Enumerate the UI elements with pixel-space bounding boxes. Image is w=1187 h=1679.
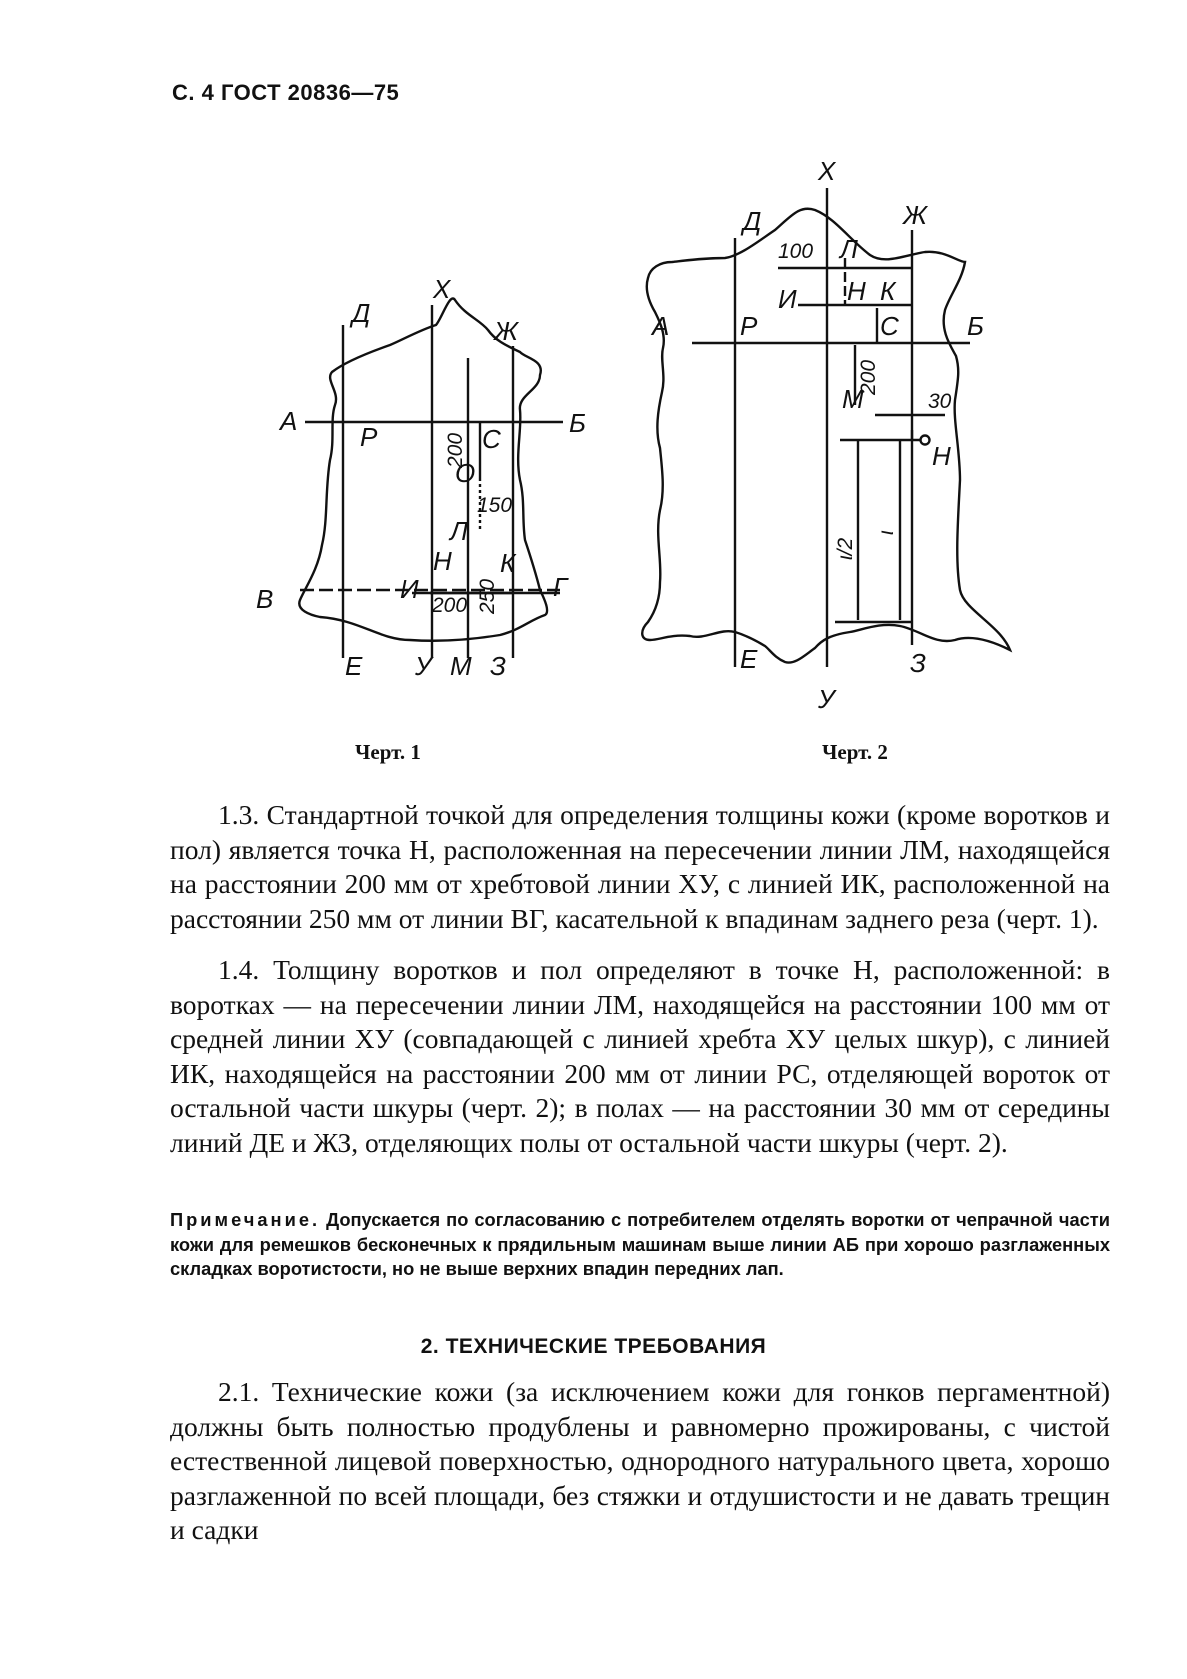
fig2-label-p: Р	[740, 311, 758, 341]
fig1-label-g: Г	[553, 572, 568, 602]
fig2-label-d: Д	[743, 206, 762, 236]
fig1-dim-200-horiz: 200	[432, 594, 468, 617]
fig2-dim-200: 200	[857, 359, 880, 395]
fig2-label-x: Х	[818, 156, 836, 186]
fig1-label-zh: Ж	[494, 316, 518, 346]
fig2-label-n: Н	[847, 276, 866, 306]
paragraph-1-4: 1.4. Толщину воротков и пол определяют в точке Н, расположенной: в воротках — на пересечении линии ЛМ, находящейся на расстоянии 100 мм от средней линии ХУ (совпадающей с линией хребта ХУ целых шкур), с линией ИК, находящейся на расстоянии 200 мм от линии РС, отделяющей вороток от остальной части шкуры (черт. 2); в полах — на расстоянии 30 мм от середины линий ДЕ и ЖЗ, отделяющих полы от остальной части шкуры (черт. 2).	[170, 954, 1110, 1158]
fig1-label-n: Н	[433, 546, 452, 576]
fig1-label-a: А	[280, 406, 298, 436]
fig1-label-v: В	[256, 584, 274, 614]
fig2-label-m: М	[842, 384, 864, 414]
note-text: Допускается по согласованию с потребителем отделять воротки от чепрачной части кожи для ремешков бесконечных к прядильным машинам выше линии АБ при хорошо разглаженных складках воротистости, но не выше верхних впадин передних лап.	[170, 1209, 1110, 1279]
fig1-dim-200-vert: 200	[444, 432, 467, 468]
section-heading: 2. ТЕХНИЧЕСКИЕ ТРЕБОВАНИЯ	[420, 1335, 767, 1358]
fig2-label-n2: Н	[932, 441, 951, 471]
fig1-label-p: Р	[360, 422, 378, 452]
fig2-dim-l: ι	[875, 530, 898, 535]
fig2-dim-half-l: ι/2	[834, 537, 857, 560]
fig1-dim-250: 250	[476, 578, 499, 614]
fig2-label-b: Б	[967, 311, 984, 341]
fig1-label-b: Б	[569, 408, 586, 438]
fig2-dim-100: 100	[778, 240, 814, 263]
fig2-label-i: И	[778, 284, 797, 314]
note	[170, 1208, 1110, 1282]
fig2-label-l: Л	[840, 234, 858, 264]
fig1-label-e: Е	[345, 651, 363, 681]
fig1-label-i: И	[400, 574, 419, 604]
fig2-label-u: У	[818, 684, 835, 714]
figure-1-caption: Черт. 1	[355, 740, 421, 764]
fig1-label-d: Д	[352, 298, 371, 328]
figures	[0, 0, 1187, 760]
fig2-label-s: С	[880, 311, 899, 341]
fig2-label-zh: Ж	[903, 200, 927, 230]
fig1-label-z: З	[490, 651, 506, 681]
fig2-label-a: А	[652, 311, 670, 341]
paragraph-1-3: 1.3. Стандартной точкой для определения толщины кожи (кроме воротков и пол) является точка Н, расположенная на пересечении линии ЛМ, находящейся на расстоянии 200 мм от хребтовой линии ХУ, с линией ИК, расположенной на расстоянии 250 мм от линии ВГ, касательной к впадинам заднего реза (черт. 1).	[170, 799, 1110, 934]
fig2-label-k: К	[880, 276, 896, 306]
fig1-label-s: С	[482, 424, 501, 454]
fig2-label-e: Е	[740, 644, 758, 674]
fig1-label-m: М	[450, 651, 472, 681]
paragraph-2-1: 2.1. Технические кожи (за исключением кожи для гонков пергаментной) должны быть полностью продублены и равномерно прожированы, с чистой естественной лицевой поверхностью, однородного натурального цвета, хорошо разглаженной по всей площади, без стяжки и отдушистости и не давать трещин и садки	[170, 1376, 1110, 1545]
fig1-label-k: К	[500, 548, 516, 578]
figure-2-caption: Черт. 2	[822, 740, 888, 764]
note-label: Примечание.	[170, 1209, 321, 1230]
fig1-label-u: У	[415, 651, 432, 681]
fig1-dim-150: 150	[477, 494, 513, 517]
fig1-label-x: Х	[433, 274, 451, 304]
fig1-label-l: Л	[450, 516, 468, 546]
fig1-label-o: О	[455, 458, 476, 488]
fig2-dim-30: 30	[928, 390, 952, 413]
page-header: С. 4 ГОСТ 20836—75	[172, 80, 400, 105]
figure-2	[642, 188, 1010, 667]
fig2-label-z: З	[910, 648, 926, 678]
